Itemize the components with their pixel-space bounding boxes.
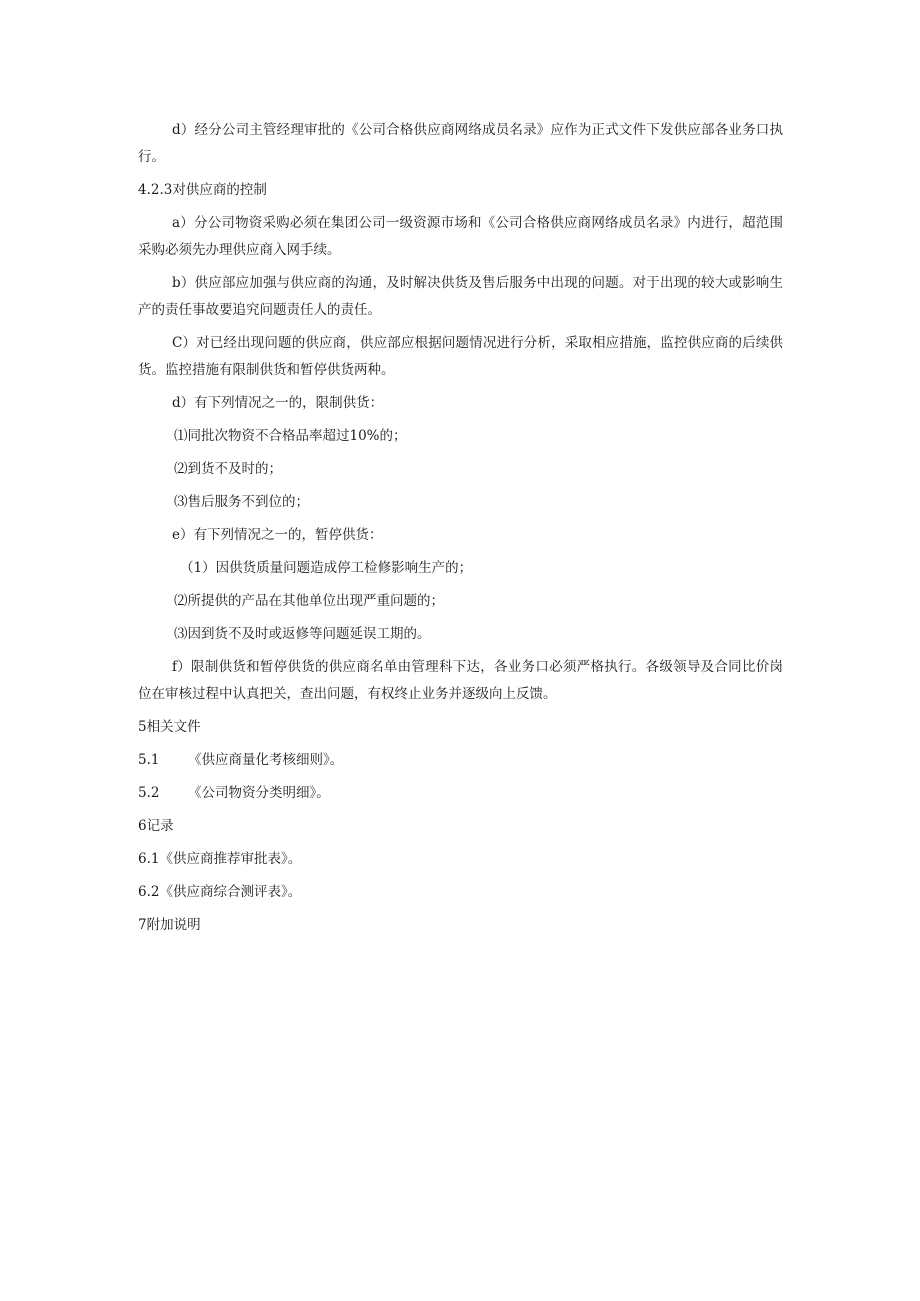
paragraph-d-limit-supply: d）有下列情况之一的，限制供货：: [172, 395, 384, 411]
suspend-item-2: ⑵所提供的产品在其他单位出现严重问题的；: [174, 593, 444, 609]
limit-item-2: ⑵到货不及时的；: [174, 461, 282, 477]
paragraph-c-monitoring: C）对已经出现问题的供应商，供应部应根据问题情况进行分析，采取相应措施，监控供应商的后续供货。监控措施有限制供货和暂停供货两种。: [138, 335, 783, 378]
suspend-item-3: ⑶因到货不及时或返修等问题延误工期的。: [174, 626, 431, 642]
paragraph-a-procurement: a）分公司物资采购必须在集团公司一级资源市场和《公司合格供应商网络成员名录》内进行，超范围采购必须先办理供应商入网手续。: [138, 215, 783, 258]
reference-5-2: [138, 780, 783, 807]
reference-number: 5.2: [138, 785, 160, 801]
limit-item-1: ⑴同批次物资不合格品率超过10%的；: [174, 428, 407, 444]
reference-5-1: [138, 747, 783, 774]
paragraph-e-suspend-supply: e）有下列情况之一的，暂停供货：: [172, 527, 383, 543]
paragraph-b-communication: b）供应部应加强与供应商的沟通，及时解决供货及售后服务中出现的问题。对于出现的较大或影响生产的责任事故要追究问题责任人的责任。: [138, 275, 783, 318]
section-heading-4-2-3: 4.2.3对供应商的控制: [138, 182, 267, 198]
record-6-2: 6.2《供应商综合测评表》。: [138, 884, 302, 900]
paragraph-d-approval: d）经分公司主管经理审批的《公司合格供应商网络成员名录》应作为正式文件下发供应部各业务口执行。: [138, 122, 783, 165]
reference-number: 5.1: [138, 752, 160, 768]
limit-item-3: ⑶售后服务不到位的；: [174, 494, 309, 510]
section-heading-6: 6记录: [138, 818, 174, 834]
document-page: [138, 117, 783, 945]
record-6-1: 6.1《供应商推荐审批表》。: [138, 851, 302, 867]
suspend-item-1: （1）因供货质量问题造成停工检修影响生产的；: [180, 560, 473, 576]
reference-title: 《公司物资分类明细》。: [188, 785, 330, 801]
paragraph-f-enforcement: f）限制供货和暂停供货的供应商名单由管理科下达，各业务口必须严格执行。各级领导及合同比价岗位在审核过程中认真把关，查出问题，有权终止业务并逐级向上反馈。: [138, 659, 783, 702]
section-heading-5: 5相关文件: [138, 719, 201, 735]
reference-title: 《供应商量化考核细则》。: [188, 752, 344, 768]
section-heading-7: 7附加说明: [138, 917, 201, 933]
